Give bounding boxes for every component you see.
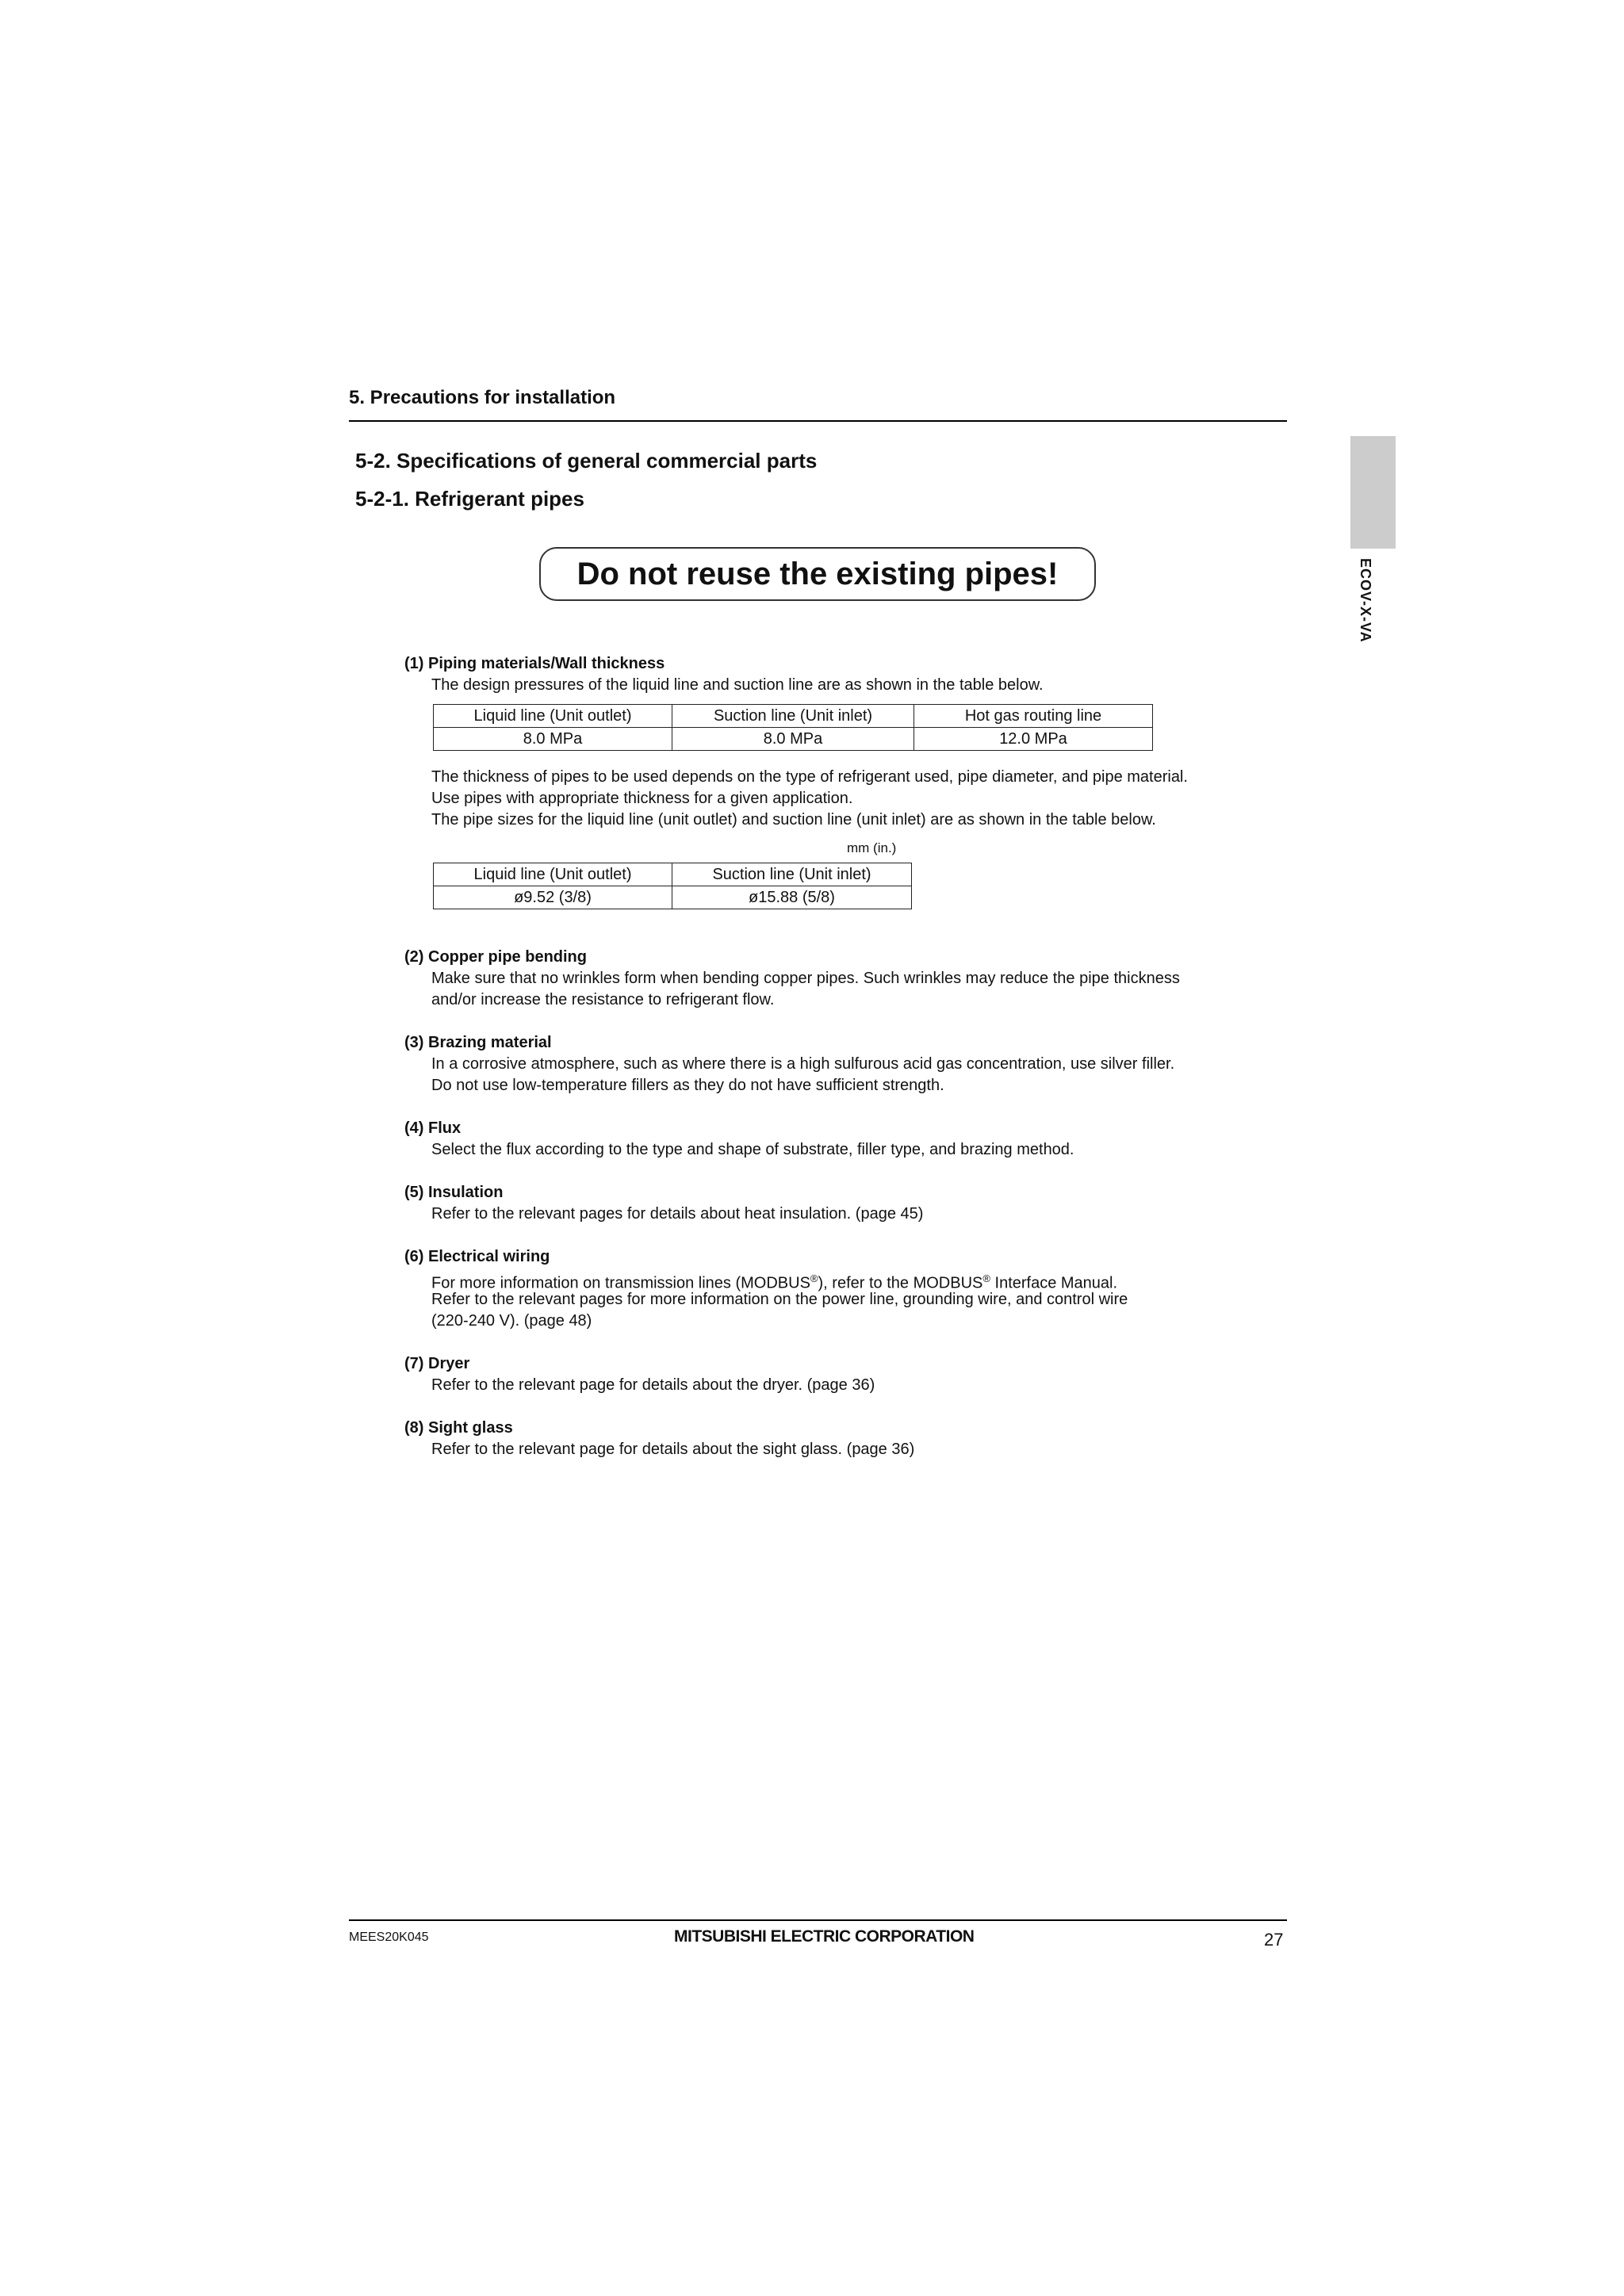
item-title-electrical: (6) Electrical wiring: [404, 1248, 550, 1265]
unit-label: mm (in.): [847, 840, 897, 855]
registered-mark: ®: [810, 1272, 818, 1284]
item-text: Select the flux according to the type and shape of substrate, filler type, and brazing method.: [431, 1141, 1074, 1158]
item-text: Do not use low-temperature fillers as they do not have sufficient strength.: [431, 1077, 944, 1094]
table-header-row: [434, 705, 1153, 728]
text-run: Interface Manual.: [990, 1274, 1118, 1292]
registered-mark: ®: [982, 1272, 990, 1284]
document-code: MEES20K045: [349, 1931, 429, 1944]
item-title-sight-glass: (8) Sight glass: [404, 1419, 513, 1437]
item-text: The thickness of pipes to be used depends on the type of refrigerant used, pipe diameter, and pipe material.: [431, 768, 1188, 786]
table-cell: Suction line (Unit inlet): [672, 863, 912, 886]
item-text: Make sure that no wrinkles form when bending copper pipes. Such wrinkles may reduce the pipe thickness: [431, 970, 1180, 987]
side-tab-label: ECOV-X-VA: [1358, 558, 1373, 643]
table-header-row: [434, 863, 912, 886]
item-text: Refer to the relevant page for details about the sight glass. (page 36): [431, 1441, 915, 1458]
table-cell: Liquid line (Unit outlet): [434, 705, 672, 728]
pipe-size-table: [433, 863, 912, 909]
table-cell: 8.0 MPa: [672, 728, 914, 751]
item-text: Refer to the relevant pages for details about heat insulation. (page 45): [431, 1205, 924, 1223]
item-text: The design pressures of the liquid line and suction line are as shown in the table below.: [431, 676, 1044, 694]
side-tab-marker: [1350, 436, 1396, 549]
footer-divider: [349, 1919, 1287, 1921]
item-title-insulation: (5) Insulation: [404, 1184, 504, 1201]
header-divider: [349, 420, 1287, 422]
item-text: The pipe sizes for the liquid line (unit outlet) and suction line (unit inlet) are as shown in the table below.: [431, 811, 1156, 828]
warning-callout: Do not reuse the existing pipes!: [539, 547, 1096, 601]
page-number: 27: [1264, 1930, 1284, 1950]
corporation-name: MITSUBISHI ELECTRIC CORPORATION: [674, 1927, 975, 1946]
item-text: (220-240 V). (page 48): [431, 1312, 592, 1330]
item-text: and/or increase the resistance to refrigerant flow.: [431, 991, 775, 1008]
section-heading: 5-2. Specifications of general commercial parts: [355, 449, 818, 473]
item-title-copper-bending: (2) Copper pipe bending: [404, 948, 587, 966]
table-cell: 8.0 MPa: [434, 728, 672, 751]
item-text: Use pipes with appropriate thickness for a given application.: [431, 790, 853, 807]
item-title-flux: (4) Flux: [404, 1119, 462, 1137]
table-cell: ø15.88 (5/8): [672, 886, 912, 909]
item-text: Refer to the relevant page for details about the dryer. (page 36): [431, 1376, 875, 1394]
text-run: For more information on transmission lines (MODBUS: [431, 1274, 810, 1292]
table-cell: Hot gas routing line: [914, 705, 1153, 728]
table-cell: ø9.52 (3/8): [434, 886, 672, 909]
item-title-brazing: (3) Brazing material: [404, 1034, 552, 1051]
item-text: Refer to the relevant pages for more information on the power line, grounding wire, and control wire: [431, 1291, 1128, 1308]
text-run: ), refer to the MODBUS: [818, 1274, 983, 1292]
table-row: [434, 886, 912, 909]
item-text: In a corrosive atmosphere, such as where there is a high sulfurous acid gas concentration, use silver filler.: [431, 1055, 1175, 1073]
section-header: 5. Precautions for installation: [349, 387, 616, 408]
design-pressure-table: [433, 704, 1153, 751]
table-cell: Liquid line (Unit outlet): [434, 863, 672, 886]
item-title-piping: (1) Piping materials/Wall thickness: [404, 655, 665, 672]
table-cell: Suction line (Unit inlet): [672, 705, 914, 728]
table-row: [434, 728, 1153, 751]
table-cell: 12.0 MPa: [914, 728, 1153, 751]
subsection-heading: 5-2-1. Refrigerant pipes: [355, 487, 584, 511]
item-title-dryer: (7) Dryer: [404, 1355, 470, 1372]
